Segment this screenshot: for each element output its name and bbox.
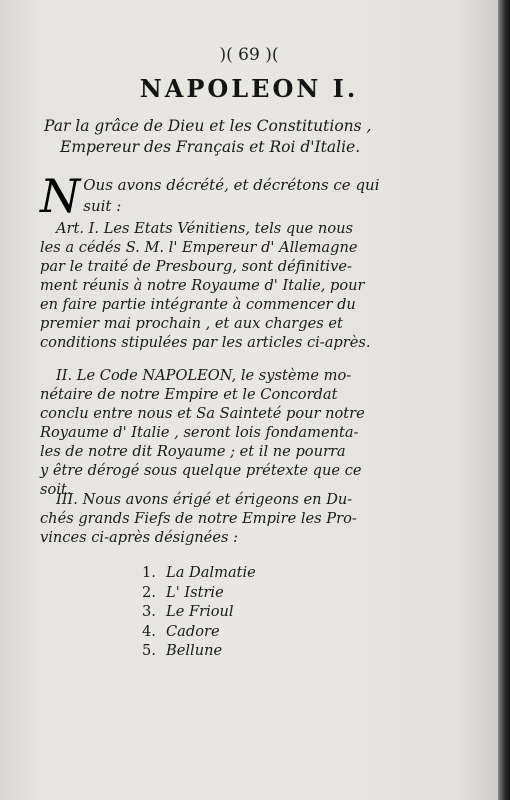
article-line: vinces ci-après désignées :: [40, 529, 238, 546]
article-line: y être dérogé sous quelque prétexte que ce: [40, 462, 362, 479]
article-line: II. Le Code NAPOLEON, le système mo-: [56, 367, 352, 384]
list-item-number: 4.: [142, 622, 156, 640]
article-line: III. Nous avons érigé et érigeons en Du-: [56, 491, 353, 508]
article-line: par le traité de Presbourg, sont définitive-: [40, 258, 352, 275]
article-line: conditions stipulées par les articles ci-après.: [40, 334, 371, 351]
article-line: nétaire de notre Empire et le Concordat: [40, 386, 338, 403]
dropcap: N: [40, 169, 81, 223]
article-line: ment réunis à notre Royaume d' Italie, pour: [40, 277, 365, 294]
intro-paragraph: [40, 169, 470, 223]
list-item: [142, 641, 382, 661]
article-3: [40, 490, 470, 547]
list-item-name: Bellune: [166, 642, 223, 659]
subtitle-line: Empereur des Français et Roi d'Italie.: [60, 138, 361, 156]
list-item-name: Le Frioul: [166, 603, 234, 620]
subtitle-line: Par la grâce de Dieu et les Constitutions ,: [44, 117, 372, 135]
intro-line: Ous avons décrété, et décrétons ce qui: [83, 176, 380, 194]
article-line: premier mai prochain , et aux charges et: [40, 315, 343, 332]
subtitle: [44, 116, 464, 158]
article-line: Art. I. Les Etats Vénitiens, tels que nous: [56, 220, 353, 237]
article-line: en faire partie intégrante à commencer du: [40, 296, 356, 313]
article-2: [40, 366, 470, 499]
province-list: [142, 563, 382, 661]
list-item: [142, 583, 382, 603]
article-line: conclu entre nous et Sa Sainteté pour notre: [40, 405, 365, 422]
intro-line: suit :: [83, 197, 122, 215]
list-item: [142, 563, 382, 583]
list-item-number: 5.: [142, 642, 156, 659]
article-line: les de notre dit Royaume ; et il ne pourra: [40, 443, 346, 460]
list-item-number: 3.: [142, 603, 156, 620]
page-number: )( 69 )(: [219, 45, 279, 65]
list-item-number: 2.: [142, 583, 156, 601]
page-title: NAPOLEON I.: [139, 74, 359, 103]
article-1: [40, 219, 470, 352]
article-line: chés grands Fiefs de notre Empire les Pro-: [40, 510, 357, 527]
article-line: Royaume d' Italie , seront lois fondamenta-: [40, 424, 359, 441]
list-item: [142, 602, 382, 622]
list-item-name: La Dalmatie: [166, 564, 256, 581]
list-item: [142, 622, 382, 642]
article-line: les a cédés S. M. l' Empereur d' Allemagne: [40, 239, 358, 256]
article-line: soit.: [40, 481, 72, 498]
list-item-name: Cadore: [166, 622, 220, 640]
page-edge-shadow: [498, 0, 510, 800]
list-item-name: L' Istrie: [166, 583, 224, 601]
list-item-number: 1.: [142, 564, 156, 581]
